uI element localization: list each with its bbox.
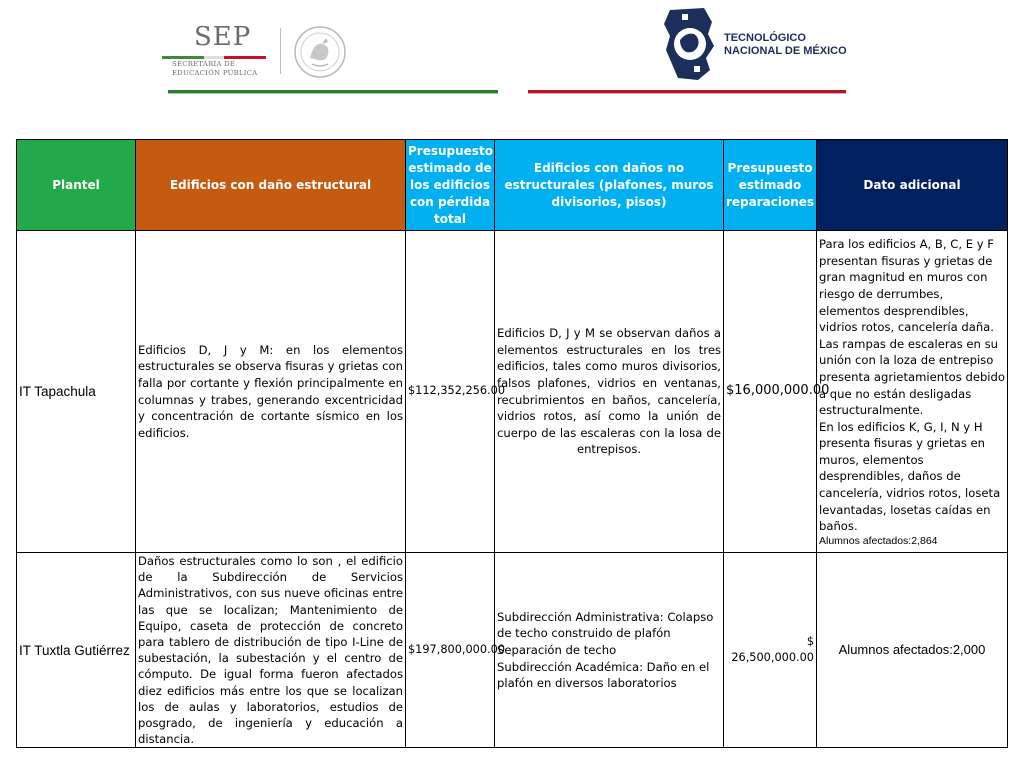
table-row — [17, 231, 1008, 553]
header-presupuesto-reparaciones: Presupuesto estimado reparaciones — [724, 140, 817, 231]
row1-alumnos-afectados: Alumnos afectados:2,864 — [819, 534, 938, 547]
row1-dato-adicional-text: Para los edificios A, B, C, E y F presentan fisuras y grietas de gran magnitud en muros con riesgo de derrumbes, elementos desprendibles, vidrios rotos, cancelería daña. Las rampas de escaleras en su unión con la loza de entrepiso presenta agrietamientos debido a que no están desligadas estructuralmente. En los edificios K, G, I, N y H presenta fisuras y grietas en muros, elementos desprendibles, daños de cancelería, vidrios rotos, loseta levantadas, losetas caídas en baños. — [819, 237, 1005, 534]
table-header-row — [17, 140, 1008, 231]
header-edificios-estructural: Edificios con daño estructural — [136, 140, 406, 231]
mexico-seal-icon — [292, 24, 348, 80]
header-dato-adicional: Dato adicional — [817, 140, 1008, 231]
tecnm-logo-line1: TECNOLÓGICO — [724, 32, 806, 44]
row1-plantel: IT Tapachula — [17, 231, 136, 553]
sep-color-bar — [162, 56, 266, 59]
row1-edificios-estructural: Edificios D, J y M: en los elementos estructurales se observa fisuras y grietas con falla por cortante y flexión principalmente en columnas y trabes, generando excentricidad y concentración de cortante sísmico en los edificios. — [136, 231, 406, 553]
row2-edificios-estructural: Daños estructurales como lo son , el edificio de la Subdirección de Servicios Administrativos, con sus nueve oficinas entre las que se localizan; Mantenimiento de Equipo, caseta de protección de concreto para tablero de distribución de tipo I-Line de subestación, la subestación y el centro de cómputo. De igual forma fueron afectados diez edificios más entre los que se localizan los de aulas y laboratorios, estudios de posgrado, de ingeniería y educación a distancia. — [136, 553, 406, 748]
row1-dato-adicional — [817, 231, 1008, 553]
row2-presupuesto-perdida: $197,800,000.00 — [406, 553, 495, 748]
row1-presupuesto-reparaciones: $16,000,000.00 — [724, 231, 817, 553]
damage-report-table — [16, 139, 1008, 748]
sep-logo-subtitle: SECRETARÍA DE EDUCACIÓN PÚBLICA — [172, 60, 258, 77]
sep-logo — [162, 22, 362, 82]
sep-logo-word: SEP — [194, 22, 252, 52]
tecnm-logo-line2: NACIONAL DE MÉXICO — [724, 45, 847, 57]
header-edificios-no-estructural: Edificios con daños no estructurales (plafones, muros divisorios, pisos) — [495, 140, 724, 231]
tecnm-red-line-light — [528, 93, 846, 94]
row2-alumnos-afectados: Alumnos afectados:2,000 — [817, 553, 1008, 748]
row2-plantel: IT Tuxtla Gutiérrez — [17, 553, 136, 748]
row1-presupuesto-perdida: $112,352,256.00 — [406, 231, 495, 553]
row2-presupuesto-reparaciones: $ 26,500,000.00 — [724, 553, 817, 748]
sep-green-line-light — [168, 93, 498, 94]
header-presupuesto-perdida: Presupuesto estimado de los edificios con pérdida total — [406, 140, 495, 231]
sep-divider — [280, 28, 281, 74]
row1-edificios-no-estructural: Edificios D, J y M se observan daños a elementos estructurales en los tres edificios, tales como muros divisorios, falsos plafones, vidrios en ventanas, recubrimientos en baños, cancelería, vidrios rotos, así como la unión de cuerpo de las escaleras con la losa de entrepisos. — [495, 231, 724, 553]
tecnm-logo — [660, 4, 850, 84]
tecnm-gear-icon — [660, 4, 722, 84]
table-row — [17, 553, 1008, 748]
row2-edificios-no-estructural: Subdirección Administrativa: Colapso de techo construido de plafón Separación de techo Subdirección Académica: Daño en el plafón en diversos laboratorios — [495, 553, 724, 748]
tecnm-logo-text — [724, 32, 847, 58]
header-plantel: Plantel — [17, 140, 136, 231]
